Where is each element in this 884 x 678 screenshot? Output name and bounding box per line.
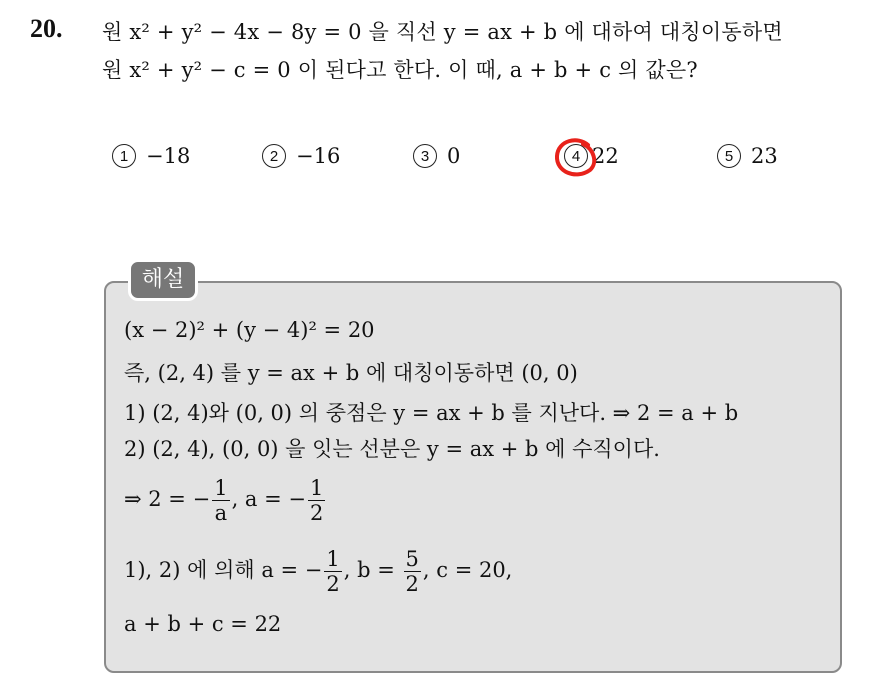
choice-1[interactable] bbox=[112, 144, 190, 168]
solution-line-2: 즉, (2, 4) 를 y = ax + b 에 대칭이동하면 (0, 0) bbox=[124, 361, 578, 385]
solution-line-4: 2) (2, 4), (0, 0) 을 잇는 선분은 y = ax + b 에 수직이다. bbox=[124, 437, 660, 461]
choice-value-5: 23 bbox=[751, 144, 778, 168]
solution-line-5 bbox=[124, 476, 327, 525]
choice-3[interactable] bbox=[413, 144, 460, 168]
frac-denominator: 2 bbox=[326, 572, 340, 596]
choice-value-4: 22 bbox=[592, 144, 619, 168]
fraction-1-over-a bbox=[212, 476, 229, 525]
question-text-line2: 원 x² + y² − c = 0 이 된다고 한다. 이 때, a + b + c 의 값은? bbox=[102, 58, 698, 82]
choice-2[interactable] bbox=[262, 144, 340, 168]
solution-tab-label: 해설 bbox=[128, 259, 198, 301]
frac-numerator: 1 bbox=[309, 476, 324, 500]
fraction-b-value bbox=[404, 547, 421, 596]
line6-suffix: , c = 20, bbox=[422, 558, 513, 582]
answer-circle-mark bbox=[548, 132, 604, 184]
fraction-1-over-2 bbox=[308, 476, 325, 525]
choice-number-4: 4 bbox=[564, 144, 588, 168]
question-number: 20. bbox=[30, 14, 63, 43]
question-text-line1: 원 x² + y² − 4x − 8y = 0 을 직선 y = ax + b 에 대하여 대칭이동하면 bbox=[102, 20, 783, 44]
solution-line-6 bbox=[124, 547, 512, 596]
choice-value-2: −16 bbox=[296, 144, 341, 168]
choice-value-1: −18 bbox=[146, 144, 191, 168]
choice-number-5: 5 bbox=[717, 144, 741, 168]
solution-line-1: (x − 2)² + (y − 4)² = 20 bbox=[124, 318, 375, 342]
solution-line-3: 1) (2, 4)와 (0, 0) 의 중점은 y = ax + b 를 지난다. ⇒ 2 = a + b bbox=[124, 401, 739, 425]
frac-denominator: a bbox=[214, 501, 228, 525]
frac-numerator: 1 bbox=[214, 476, 228, 500]
choice-number-3: 3 bbox=[413, 144, 437, 168]
fraction-a-value bbox=[324, 547, 341, 596]
line6-prefix: 1), 2) 에 의해 a = − bbox=[124, 558, 323, 582]
line5-mid: , a = − bbox=[231, 487, 306, 511]
frac-denominator: 2 bbox=[309, 501, 324, 525]
line6-mid: , b = bbox=[343, 558, 402, 582]
solution-line-7: a + b + c = 22 bbox=[124, 612, 282, 636]
choice-value-3: 0 bbox=[447, 144, 461, 168]
choice-5[interactable] bbox=[717, 144, 778, 168]
choice-number-2: 2 bbox=[262, 144, 286, 168]
frac-denominator: 2 bbox=[405, 572, 419, 596]
line5-prefix: ⇒ 2 = − bbox=[124, 487, 211, 511]
frac-numerator: 1 bbox=[326, 547, 340, 571]
frac-numerator: 5 bbox=[405, 547, 419, 571]
choice-number-1: 1 bbox=[112, 144, 136, 168]
